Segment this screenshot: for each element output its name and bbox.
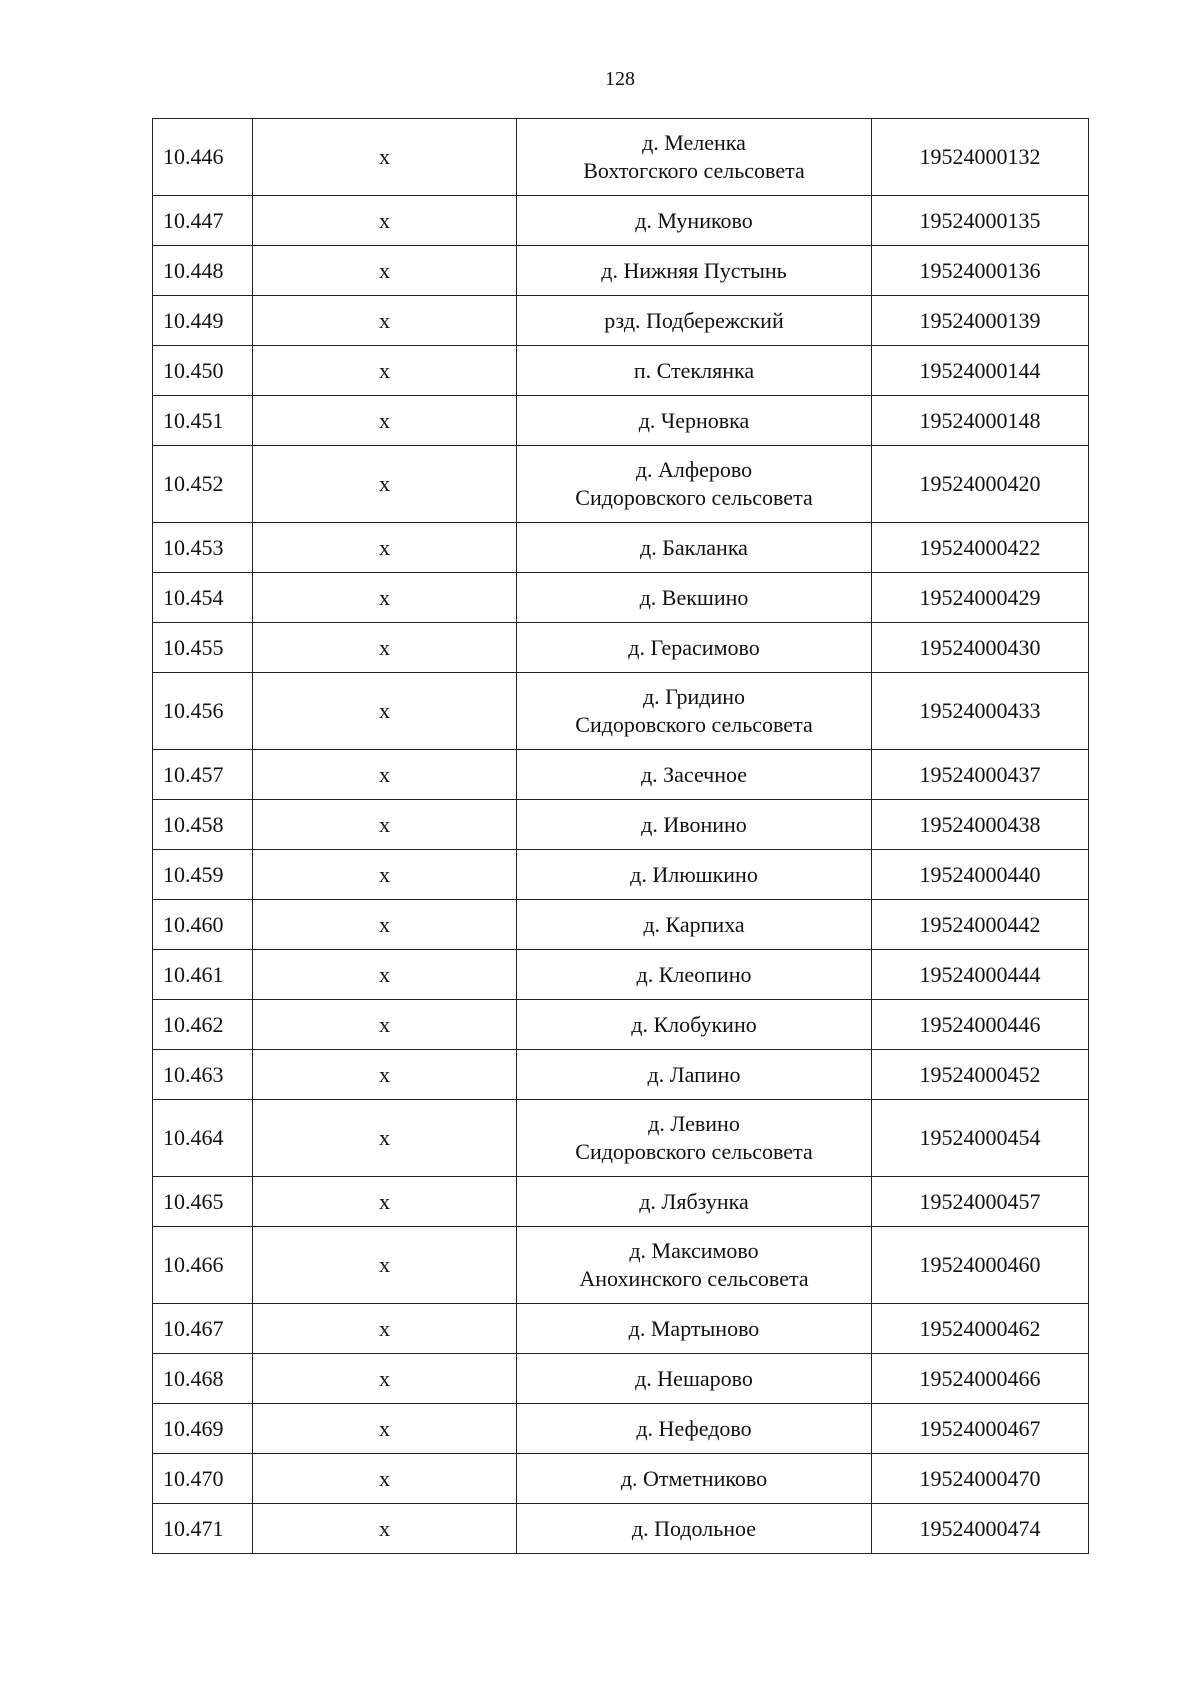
table-row xyxy=(153,950,1089,1000)
mark-cell: х xyxy=(253,1354,517,1404)
row-number-cell: 10.465 xyxy=(153,1177,253,1227)
settlement-council: Вохтогского сельсовета xyxy=(583,158,805,183)
mark-cell: х xyxy=(253,1504,517,1554)
mark-cell: х xyxy=(253,523,517,573)
settlement-name-cell xyxy=(517,1404,872,1454)
oktmo-code-cell: 19524000429 xyxy=(872,573,1089,623)
table-body xyxy=(153,119,1089,1554)
settlement-name-cell xyxy=(517,523,872,573)
mark-cell: х xyxy=(253,346,517,396)
mark-cell: х xyxy=(253,1304,517,1354)
settlement-name: д. Карпиха xyxy=(643,911,745,937)
row-number-cell: 10.471 xyxy=(153,1504,253,1554)
settlement-name-cell xyxy=(517,900,872,950)
mark-cell: х xyxy=(253,900,517,950)
oktmo-code-cell: 19524000437 xyxy=(872,750,1089,800)
mark-cell: х xyxy=(253,296,517,346)
settlement-name-cell xyxy=(517,1227,872,1304)
table-row xyxy=(153,1454,1089,1504)
oktmo-code-cell: 19524000135 xyxy=(872,196,1089,246)
settlement-name: д. Герасимово xyxy=(628,634,760,660)
table-row xyxy=(153,296,1089,346)
settlement-name-cell xyxy=(517,396,872,446)
table-row xyxy=(153,246,1089,296)
table-row xyxy=(153,750,1089,800)
oktmo-code-cell: 19524000462 xyxy=(872,1304,1089,1354)
mark-cell: х xyxy=(253,246,517,296)
oktmo-code-cell: 19524000422 xyxy=(872,523,1089,573)
table-row xyxy=(153,346,1089,396)
row-number-cell: 10.455 xyxy=(153,623,253,673)
table-row xyxy=(153,1304,1089,1354)
oktmo-code-cell: 19524000139 xyxy=(872,296,1089,346)
settlement-name: д. Нешарово xyxy=(635,1365,753,1391)
oktmo-code-cell: 19524000474 xyxy=(872,1504,1089,1554)
row-number-cell: 10.450 xyxy=(153,346,253,396)
row-number-cell: 10.466 xyxy=(153,1227,253,1304)
oktmo-code-cell: 19524000442 xyxy=(872,900,1089,950)
row-number-cell: 10.468 xyxy=(153,1354,253,1404)
mark-cell: х xyxy=(253,1177,517,1227)
settlement-name: п. Стеклянка xyxy=(633,357,755,383)
settlement-name-cell xyxy=(517,950,872,1000)
oktmo-code-cell: 19524000454 xyxy=(872,1100,1089,1177)
row-number-cell: 10.467 xyxy=(153,1304,253,1354)
table-row xyxy=(153,523,1089,573)
settlement-name-cell xyxy=(517,246,872,296)
oktmo-code-cell: 19524000144 xyxy=(872,346,1089,396)
table-row xyxy=(153,800,1089,850)
table-row xyxy=(153,1404,1089,1454)
settlement-name-cell xyxy=(517,750,872,800)
table-row xyxy=(153,673,1089,750)
table-row xyxy=(153,900,1089,950)
settlement-name: д. Гридино xyxy=(642,684,746,709)
oktmo-code-cell: 19524000132 xyxy=(872,119,1089,196)
settlement-name-cell xyxy=(517,673,872,750)
mark-cell: х xyxy=(253,1050,517,1100)
settlement-name: д. Подольное xyxy=(631,1515,757,1541)
oktmo-code-cell: 19524000440 xyxy=(872,850,1089,900)
settlement-name: д. Отметниково xyxy=(620,1465,768,1491)
table-row xyxy=(153,1227,1089,1304)
settlement-name: д. Меленка xyxy=(642,130,746,155)
mark-cell: х xyxy=(253,196,517,246)
mark-cell: х xyxy=(253,850,517,900)
table-row xyxy=(153,446,1089,523)
settlement-council: Сидоровского сельсовета xyxy=(575,1139,813,1164)
settlement-name: д. Максимово xyxy=(629,1238,759,1263)
row-number-cell: 10.457 xyxy=(153,750,253,800)
mark-cell: х xyxy=(253,1000,517,1050)
settlement-name-cell xyxy=(517,1504,872,1554)
oktmo-code-cell: 19524000148 xyxy=(872,396,1089,446)
table-row xyxy=(153,1177,1089,1227)
oktmo-code-cell: 19524000467 xyxy=(872,1404,1089,1454)
settlement-name-cell xyxy=(517,573,872,623)
settlement-name: д. Черновка xyxy=(638,407,750,433)
row-number-cell: 10.451 xyxy=(153,396,253,446)
mark-cell: х xyxy=(253,750,517,800)
settlements-table xyxy=(152,118,1089,1554)
oktmo-code-cell: 19524000452 xyxy=(872,1050,1089,1100)
settlement-name-cell xyxy=(517,1454,872,1504)
table-row xyxy=(153,1100,1089,1177)
settlement-name-cell xyxy=(517,119,872,196)
table-row xyxy=(153,396,1089,446)
settlement-name-cell xyxy=(517,196,872,246)
table-row xyxy=(153,623,1089,673)
mark-cell: х xyxy=(253,1100,517,1177)
settlement-name-cell xyxy=(517,1100,872,1177)
settlement-name: д. Бакланка xyxy=(640,534,748,560)
settlement-name-cell xyxy=(517,1177,872,1227)
page-number: 128 xyxy=(605,68,635,90)
mark-cell: х xyxy=(253,1454,517,1504)
mark-cell: х xyxy=(253,446,517,523)
row-number-cell: 10.462 xyxy=(153,1000,253,1050)
mark-cell: х xyxy=(253,1404,517,1454)
row-number-cell: 10.449 xyxy=(153,296,253,346)
settlement-name: д. Муниково xyxy=(635,207,753,233)
settlement-name-cell xyxy=(517,296,872,346)
table-row xyxy=(153,1354,1089,1404)
settlement-name: рзд. Подбережский xyxy=(604,307,784,333)
table-row xyxy=(153,1504,1089,1554)
row-number-cell: 10.446 xyxy=(153,119,253,196)
oktmo-code-cell: 19524000470 xyxy=(872,1454,1089,1504)
settlement-name: д. Засечное xyxy=(640,761,748,787)
row-number-cell: 10.470 xyxy=(153,1454,253,1504)
row-number-cell: 10.460 xyxy=(153,900,253,950)
oktmo-code-cell: 19524000444 xyxy=(872,950,1089,1000)
table-row xyxy=(153,196,1089,246)
mark-cell: х xyxy=(253,1227,517,1304)
settlement-name-cell xyxy=(517,850,872,900)
oktmo-code-cell: 19524000457 xyxy=(872,1177,1089,1227)
row-number-cell: 10.464 xyxy=(153,1100,253,1177)
row-number-cell: 10.463 xyxy=(153,1050,253,1100)
oktmo-code-cell: 19524000466 xyxy=(872,1354,1089,1404)
row-number-cell: 10.459 xyxy=(153,850,253,900)
settlement-council: Анохинского сельсовета xyxy=(579,1266,809,1291)
settlement-name: д. Векшино xyxy=(639,584,749,610)
row-number-cell: 10.456 xyxy=(153,673,253,750)
settlement-name-cell xyxy=(517,1050,872,1100)
settlement-name: д. Ивонино xyxy=(641,811,747,837)
row-number-cell: 10.458 xyxy=(153,800,253,850)
table-row xyxy=(153,119,1089,196)
settlement-name-cell xyxy=(517,800,872,850)
settlement-council: Сидоровского сельсовета xyxy=(575,485,813,510)
table-row xyxy=(153,573,1089,623)
settlement-name-cell xyxy=(517,623,872,673)
settlement-name-cell xyxy=(517,1354,872,1404)
mark-cell: х xyxy=(253,396,517,446)
row-number-cell: 10.454 xyxy=(153,573,253,623)
oktmo-code-cell: 19524000430 xyxy=(872,623,1089,673)
row-number-cell: 10.453 xyxy=(153,523,253,573)
mark-cell: х xyxy=(253,119,517,196)
settlement-name-cell xyxy=(517,346,872,396)
mark-cell: х xyxy=(253,800,517,850)
mark-cell: х xyxy=(253,573,517,623)
mark-cell: х xyxy=(253,950,517,1000)
settlement-name: д. Клеопино xyxy=(636,961,752,987)
row-number-cell: 10.461 xyxy=(153,950,253,1000)
oktmo-code-cell: 19524000136 xyxy=(872,246,1089,296)
table-row xyxy=(153,1000,1089,1050)
settlement-name: д. Клобукино xyxy=(631,1011,757,1037)
oktmo-code-cell: 19524000438 xyxy=(872,800,1089,850)
row-number-cell: 10.447 xyxy=(153,196,253,246)
settlement-name: д. Лапино xyxy=(647,1061,741,1087)
oktmo-code-cell: 19524000460 xyxy=(872,1227,1089,1304)
oktmo-code-cell: 19524000433 xyxy=(872,673,1089,750)
settlement-name: д. Лябзунка xyxy=(639,1188,749,1214)
oktmo-code-cell: 19524000446 xyxy=(872,1000,1089,1050)
settlement-name: д. Мартыново xyxy=(628,1315,760,1341)
mark-cell: х xyxy=(253,623,517,673)
settlement-name: д. Нижняя Пустынь xyxy=(601,257,787,283)
settlement-name-cell xyxy=(517,1304,872,1354)
settlement-name: д. Левино xyxy=(648,1111,740,1136)
row-number-cell: 10.452 xyxy=(153,446,253,523)
row-number-cell: 10.469 xyxy=(153,1404,253,1454)
settlement-name: д. Нефедово xyxy=(636,1415,752,1441)
settlement-council: Сидоровского сельсовета xyxy=(575,712,813,737)
table-row xyxy=(153,850,1089,900)
settlement-name: д. Алферово xyxy=(635,457,753,482)
mark-cell: х xyxy=(253,673,517,750)
row-number-cell: 10.448 xyxy=(153,246,253,296)
settlement-name: д. Илюшкино xyxy=(630,861,758,887)
table-row xyxy=(153,1050,1089,1100)
settlement-name-cell xyxy=(517,1000,872,1050)
settlement-name-cell xyxy=(517,446,872,523)
oktmo-code-cell: 19524000420 xyxy=(872,446,1089,523)
